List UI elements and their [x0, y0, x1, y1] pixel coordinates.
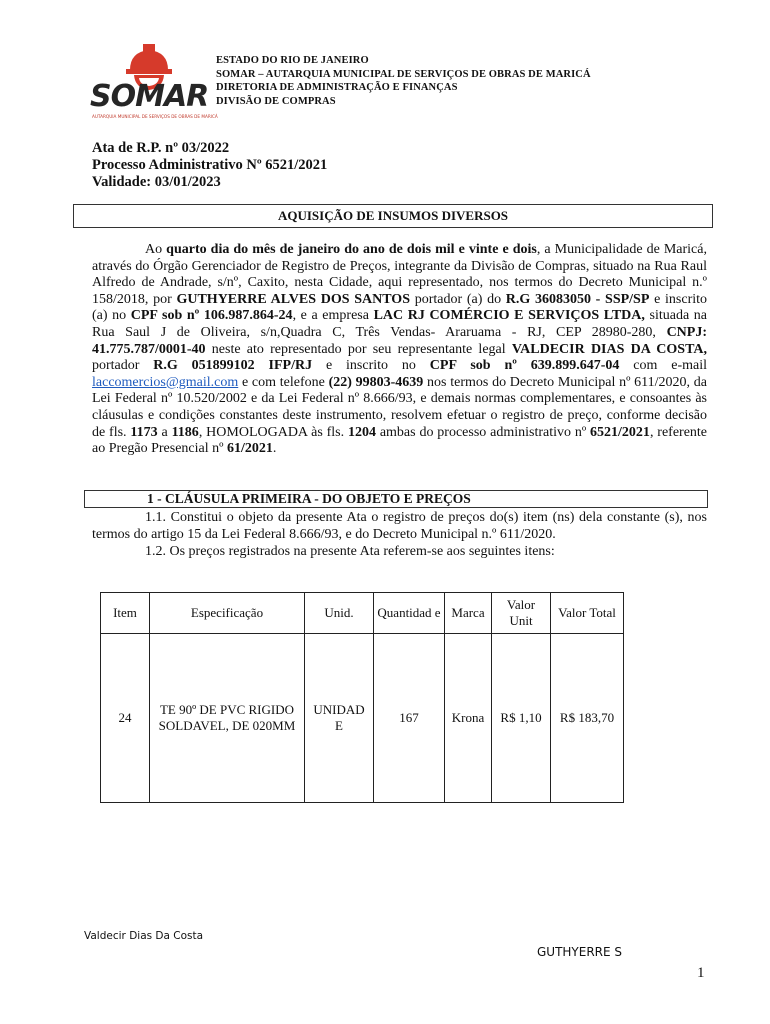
- col-item: Item: [101, 593, 150, 634]
- col-unit: Unid.: [305, 593, 374, 634]
- intro-paragraph: Ao quarto dia do mês de janeiro do ano de dois mil e vinte e dois, a Municipalidade de Maricá, através do Órgão Gerenciador de Registro de Preços, integrante da Divisão de Compras, situado na Rua Raul Alfredo de Andrade, s/nº, Caxito, nesta Cidade, aqui representado, nos termos do Decreto Municipal n.º 158/2018, por GUTHYERRE ALVES DOS SANTOS portador (a) do R.G 36083050 - SSP/SP e inscrito (a) no CPF sob nº 106.987.864-24, e a empresa LAC RJ COMÉRCIO E SERVIÇOS LTDA, situada na Rua Saul J de Oliveira, s/n,Quadra C, Três Vendas- Araruama - RJ, CEP 28980-280, CNPJ: 41.775.787/0001-40 neste ato representado por seu representante legal VALDECIR DIAS DA COSTA, portador R.G 051899102 IFP/RJ e inscrito no CPF sob nº 639.899.647-04 com e-mail laccomercios@gmail.com e com telefone (22) 99803-4639 nos termos do Decreto Municipal nº 611/2020, da Lei Federal nº 10.520/2002 e da Lei Federal nº 8.666/93, e demais normas complementares, e consoantes às cláusulas e condições constantes deste instrumento, resolvem efetuar o registro de preço, conforme decisão de fls. 1173 a 1186, HOMOLOGADA às fls. 1204 ambas do processo administrativo nº 6521/2021, referente ao Pregão Presencial nº 61/2021.: [92, 242, 708, 457]
- signature-right: GUTHYERRE S: [537, 945, 623, 959]
- cell-total: R$ 183,70: [551, 634, 624, 803]
- email-link[interactable]: laccomercios@gmail.com: [92, 374, 239, 390]
- header-division: DIVISÃO DE COMPRAS: [216, 96, 336, 107]
- cell-unit: UNIDAD E: [305, 634, 374, 803]
- items-table: [100, 592, 624, 803]
- col-quantity: Quantidad e: [374, 593, 445, 634]
- col-specification: Especificação: [150, 593, 305, 634]
- cell-unit-price: R$ 1,10: [492, 634, 551, 803]
- logo-wordmark: SOMAR: [90, 79, 209, 114]
- col-unit-price: Valor Unit: [492, 593, 551, 634]
- header-state: ESTADO DO RIO DE JANEIRO: [216, 55, 369, 66]
- page-number: 1: [697, 965, 705, 981]
- signature-left: Valdecir Dias Da Costa: [84, 930, 204, 942]
- clause-1-2: 1.2. Os preços registrados na presente Ata referem-se aos seguintes itens:: [145, 544, 555, 559]
- header-directorate: DIRETORIA DE ADMINISTRAÇÃO E FINANÇAS: [216, 82, 458, 93]
- table-header-row: [101, 593, 624, 634]
- section-heading: 1 - CLÁUSULA PRIMEIRA - DO OBJETO E PREÇOS: [84, 490, 708, 508]
- header-agency: SOMAR – AUTARQUIA MUNICIPAL DE SERVIÇOS DE OBRAS DE MARICÁ: [216, 69, 591, 80]
- col-total: Valor Total: [551, 593, 624, 634]
- logo-tagline: AUTARQUIA MUNICIPAL DE SERVIÇOS DE OBRAS DE MARICÁ: [92, 114, 218, 119]
- ata-number: Ata de R.P. nº 03/2022: [92, 140, 230, 156]
- cell-item: 24: [101, 634, 150, 803]
- clause-1-1: 1.1. Constitui o objeto da presente Ata o registro de preços do(s) item (ns) dela constante (s), nos termos do artigo 15 da Lei Federal 8.666/93, e do Decreto Municipal n.º 611/2020.: [92, 510, 707, 542]
- document-title: AQUISIÇÃO DE INSUMOS DIVERSOS: [73, 204, 713, 228]
- process-number: Processo Administrativo Nº 6521/2021: [92, 157, 328, 173]
- validity-date: Validade: 03/01/2023: [92, 174, 221, 190]
- cell-quantity: 167: [374, 634, 445, 803]
- col-brand: Marca: [445, 593, 492, 634]
- cell-brand: Krona: [445, 634, 492, 803]
- cell-specification: TE 90º DE PVC RIGIDO SOLDAVEL, DE 020MM: [150, 634, 305, 803]
- table-row: [101, 634, 624, 803]
